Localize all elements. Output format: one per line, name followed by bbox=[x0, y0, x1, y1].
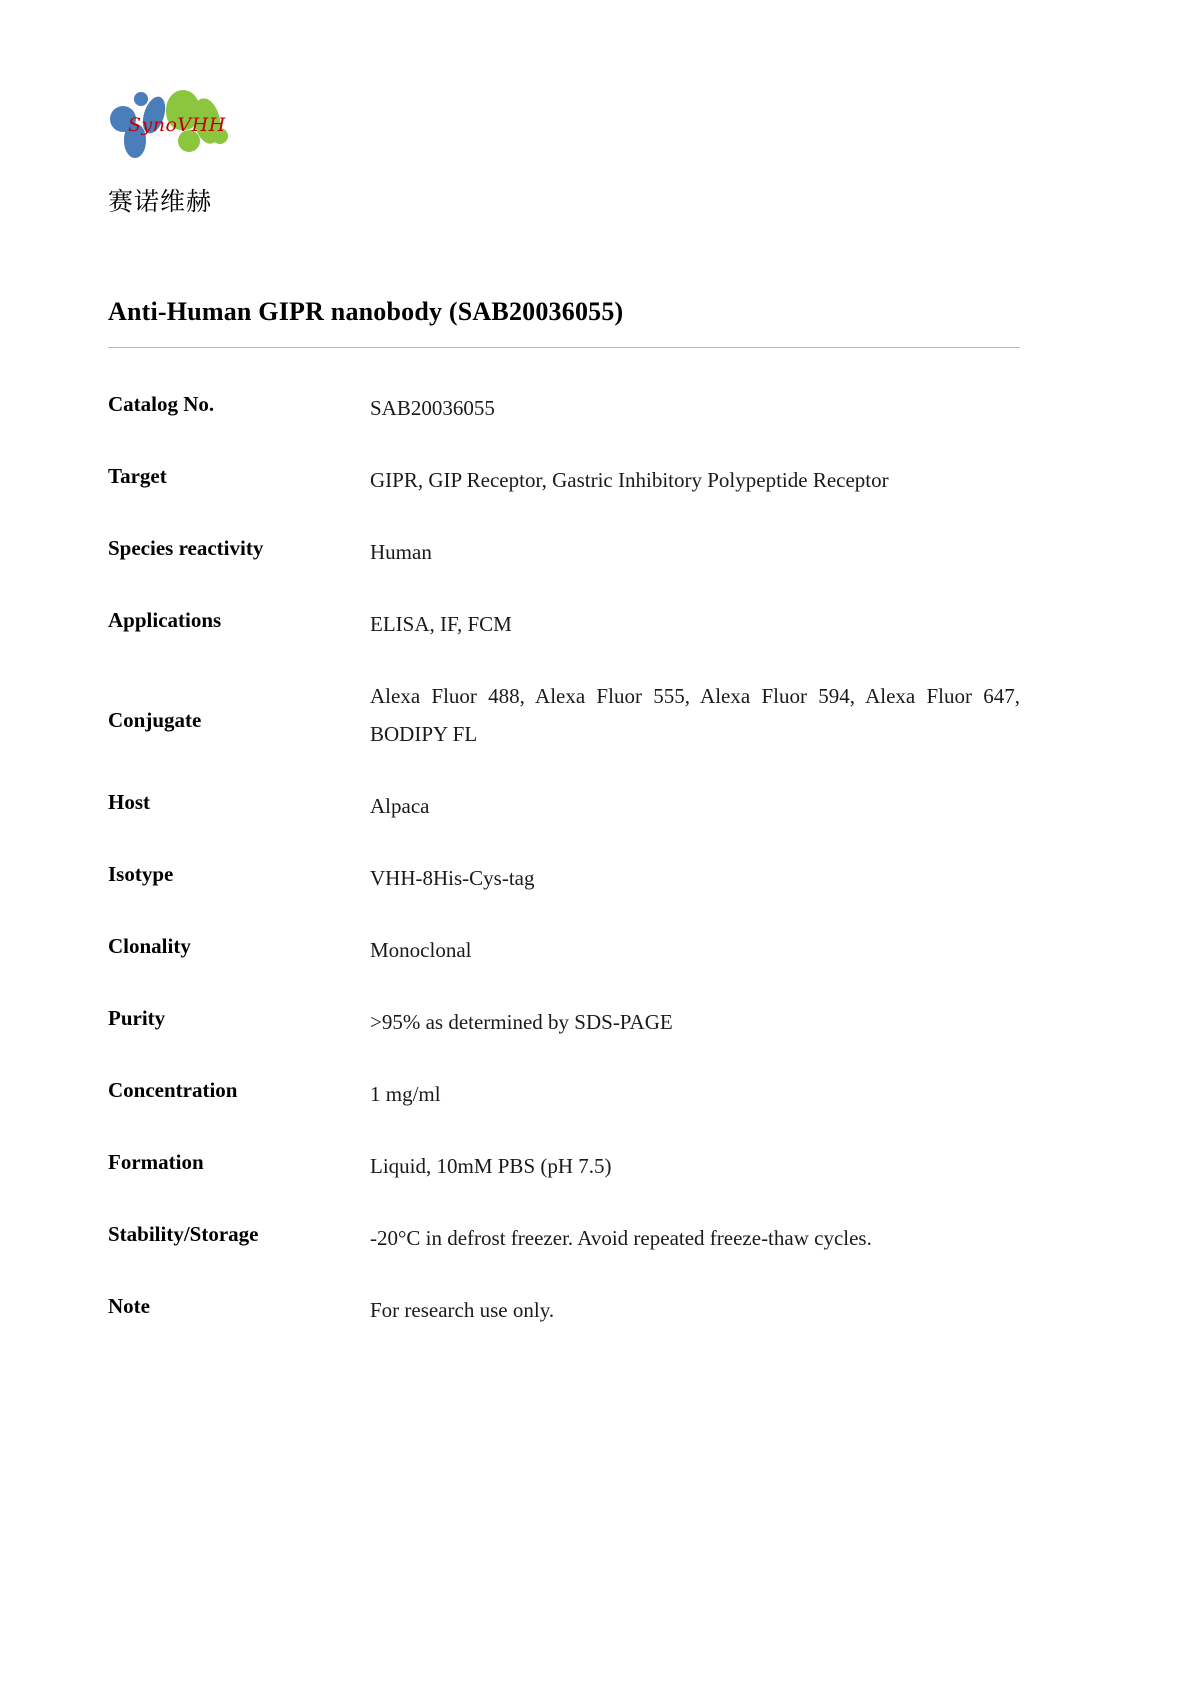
row-value: Alpaca bbox=[370, 794, 430, 818]
row-value: SAB20036055 bbox=[370, 396, 495, 420]
table-row bbox=[108, 914, 1020, 986]
row-label: Applications bbox=[108, 608, 222, 632]
table-row bbox=[108, 372, 1020, 444]
row-value: ELISA, IF, FCM bbox=[370, 612, 512, 636]
row-label: Species reactivity bbox=[108, 536, 264, 560]
row-value: VHH-8His-Cys-tag bbox=[370, 866, 535, 890]
logo-mark-icon bbox=[108, 88, 258, 168]
row-label: Clonality bbox=[108, 934, 191, 958]
row-label: Conjugate bbox=[108, 708, 202, 732]
row-label: Catalog No. bbox=[108, 392, 215, 416]
logo-wordmark: SynoVHH bbox=[128, 114, 226, 136]
row-label: Stability/Storage bbox=[108, 1222, 259, 1246]
row-value: Human bbox=[370, 540, 432, 564]
company-logo bbox=[108, 88, 368, 218]
table-row bbox=[108, 588, 1020, 660]
row-label: Formation bbox=[108, 1150, 204, 1174]
logo-chinese-name: 赛诺维赫 bbox=[108, 187, 213, 216]
specification-table bbox=[108, 372, 1020, 1346]
row-value: -20°C in defrost freezer. Avoid repeated freeze-thaw cycles. bbox=[370, 1226, 872, 1250]
row-label: Target bbox=[108, 464, 167, 488]
table-row bbox=[108, 770, 1020, 842]
logo-blob-icon bbox=[134, 92, 148, 106]
page-title: Anti-Human GIPR nanobody (SAB20036055) bbox=[108, 297, 624, 327]
row-value: Alexa Fluor 488, Alexa Fluor 555, Alexa Fluor 594, Alexa Fluor 647, BODIPY FL bbox=[370, 684, 1020, 746]
row-value: For research use only. bbox=[370, 1298, 555, 1322]
table-row bbox=[108, 516, 1020, 588]
title-divider bbox=[108, 347, 1020, 348]
row-value: Monoclonal bbox=[370, 938, 472, 962]
table-row bbox=[108, 660, 1020, 770]
row-label: Purity bbox=[108, 1006, 166, 1030]
table-row bbox=[108, 986, 1020, 1058]
row-label: Isotype bbox=[108, 862, 174, 886]
row-label: Host bbox=[108, 790, 150, 814]
table-row bbox=[108, 1130, 1020, 1202]
table-row bbox=[108, 444, 1020, 516]
row-value: 1 mg/ml bbox=[370, 1082, 441, 1106]
row-label: Concentration bbox=[108, 1078, 238, 1102]
row-value: >95% as determined by SDS-PAGE bbox=[370, 1010, 673, 1034]
table-row bbox=[108, 1202, 1020, 1274]
row-value: Liquid, 10mM PBS (pH 7.5) bbox=[370, 1154, 612, 1178]
row-value: GIPR, GIP Receptor, Gastric Inhibitory Polypeptide Receptor bbox=[370, 468, 889, 492]
table-row bbox=[108, 1274, 1020, 1346]
row-label: Note bbox=[108, 1294, 150, 1318]
table-row bbox=[108, 842, 1020, 914]
table-row bbox=[108, 1058, 1020, 1130]
